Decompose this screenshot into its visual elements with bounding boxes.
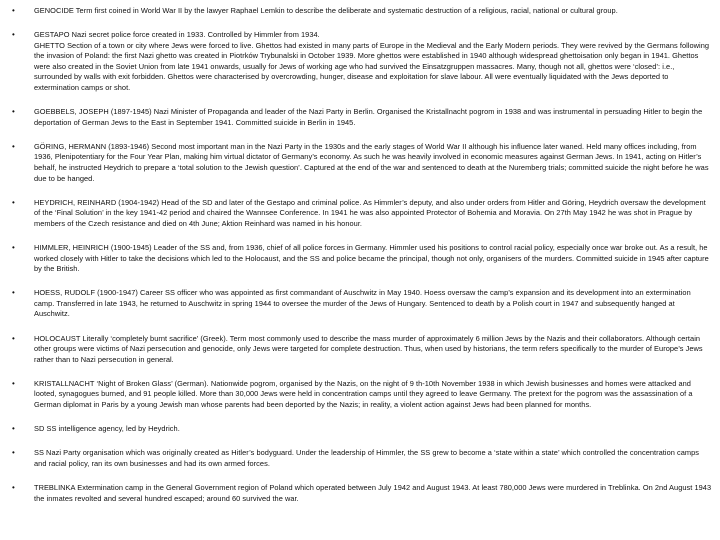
bullet-icon: • (12, 378, 15, 388)
bullet-icon: • (12, 482, 15, 492)
entry-text: SD SS intelligence agency, led by Heydrich. (34, 424, 180, 434)
entry-text: HOESS, RUDOLF (1900-1947) Career SS officer who was appointed as first commandant of Auschwitz in May 1940. Hoess oversaw the camp’s expansion and its development into an extermination camp. Transferred in late 1943, he returned to Auschwitz in spring 1944 to oversee the murder of the Jews of Hungary. Sentenced to death by a Polish court in 1947 and subsequently hanged at Auschwitz. (34, 288, 691, 319)
bullet-icon: • (12, 288, 15, 298)
glossary-entry-hoess (8, 288, 712, 320)
bullet-icon: • (12, 424, 15, 434)
glossary-entry-gestapo-ghetto (8, 30, 712, 94)
bullet-icon: • (12, 107, 15, 117)
glossary-entry-sd (8, 424, 712, 435)
entry-text: GÖRING, HERMANN (1893-1946) Second most important man in the Nazi Party in the 1930s and the early stages of World War II although his influence later waned. Held many offices including, from 1936, Plenipotentiary for the Four Year Plan, making him virtual dictator of Germany’s economy. As such he was heavily involved in economic measures against German Jews. In 1941, acting on Hitler’s behalf, he instructed Heydrich to prepare a ‘total solution to the Jewish question’. Captured at the end of the war and sentenced to death at the Nuremberg trials; committed suicide the night before he was due to be hanged. (34, 141, 709, 183)
bullet-icon: • (12, 448, 15, 458)
glossary-entry-genocide (8, 6, 712, 17)
entry-text-continued: GHETTO Section of a town or city where Jews were forced to live. Ghettos had existed in many parts of Europe in the Medieval and the Early Modern periods. They were revived by the Germans following the invasion of Poland: the first Nazi ghetto was created in Piotrków Trybunalski in October 1939. More ghettos were established in 1940 although widespread ghettoisation only began in 1941. Ghettos were also created in the Soviet Union from late 1941 onwards, usually for Jews of working age who had survived the Einsatzgruppen massacres. Many, though not all, ghettos were ‘closed’: i.e., surrounded by walls with exit forbidden. Ghettos were characterised by overcrowding, hunger, disease and exploitation for slave labour. All were eventually liquidated with the Jews deported to extermination camps or shot. (34, 40, 710, 93)
bullet-icon: • (12, 6, 15, 15)
entry-text: HEYDRICH, REINHARD (1904-1942) Head of the SD and later of the Gestapo and criminal police. As Himmler’s deputy, and also under orders from Hitler and Göring, Heydrich oversaw the development of the ‘Final Solution’ in the key 1941-42 period and chaired the Wannsee Conference. In 1941 he was also appointed Protector of Bohemia and Moravia. On 27th May 1942 he was shot in Prague by members of the Czech resistance and died on 4th June; Aktion Reinhard was named in his honour. (34, 197, 706, 228)
glossary-entry-holocaust (8, 334, 712, 366)
entry-text: GENOCIDE Term first coined in World War II by the lawyer Raphael Lemkin to describe the deliberate and systematic destruction of a religious, racial, national or cultural group. (34, 6, 618, 15)
entry-text: TREBLINKA Extermination camp in the General Government region of Poland which operated between July 1942 and August 1943. At least 780,000 Jews were murdered in Treblinka. On 2nd August 1943 the inmates revolted and several hundred escaped; around 60 survived the war. (34, 482, 712, 503)
bullet-icon: • (12, 141, 15, 151)
entry-text: SS Nazi Party organisation which was originally created as Hitler’s bodyguard. Under the leadership of Himmler, the SS grew to become a ‘state within a state’ which controlled the concentration camps and racial policy, ran its own businesses and had its own armed forces. (34, 448, 700, 468)
entry-text: HOLOCAUST Literally ‘completely burnt sacrifice’ (Greek). Term most commonly used to describe the mass murder of approximately 6 million Jews by the Nazis and their collaborators. Although certain other groups were victims of Nazi persecution and genocide, only Jews were targeted for complete destruction. Thus, when used by historians, the term refers specifically to the murder of Europe’s Jews rather than to Nazi persecution in general. (34, 333, 703, 364)
glossary-entry-heydrich (8, 198, 712, 230)
glossary-entry-ss (8, 448, 712, 469)
bullet-icon: • (12, 243, 15, 252)
bullet-icon: • (12, 333, 15, 343)
glossary-entry-treblinka (8, 483, 712, 504)
entry-text: HIMMLER, HEINRICH (1900-1945) Leader of the SS and, from 1936, chief of all police forces in Germany. Himmler used his positions to control racial policy, especially once war broke out. As a result, he worked closely with Hitler to take the decisions which led to the Holocaust, and the SS and police became the principal, though not only, organisers of the murders. Committed suicide in 1945 after capture by the British. (34, 243, 709, 274)
glossary-entry-kristallnacht (8, 379, 712, 411)
bullet-icon: • (12, 197, 15, 207)
entry-text: KRISTALLNACHT ‘Night of Broken Glass’ (German). Nationwide pogrom, organised by the Nazis, on the night of 9 th-10th November 1938 in which Jewish businesses and homes were attacked and looted, synagogues burned, and 91 people killed. More than 30,000 Jews were held in concentration camps until they agreed to leave Germany. The pretext for the pogrom was the assassination of a German diplomat in Paris by a young Jewish man whose parents had been deported by the Nazis; in reality, a violent action against Jews had been planned for months. (34, 378, 693, 410)
entry-text: GOEBBELS, JOSEPH (1897-1945) Nazi Minister of Propaganda and leader of the Nazi Party in Berlin. Organised the Kristallnacht pogrom in 1938 and was instrumental in persuading Hitler to begin the deportation of German Jews to the East in September 1941. Committed suicide in Berlin in 1945. (34, 107, 703, 127)
glossary-entry-goring (8, 142, 712, 184)
glossary-entry-goebbels (8, 107, 712, 128)
glossary-entry-himmler (8, 243, 712, 275)
entry-text: GESTAPO Nazi secret police force created in 1933. Controlled by Himmler from 1934. (34, 30, 320, 40)
glossary-list (8, 6, 712, 504)
bullet-icon: • (12, 30, 15, 40)
